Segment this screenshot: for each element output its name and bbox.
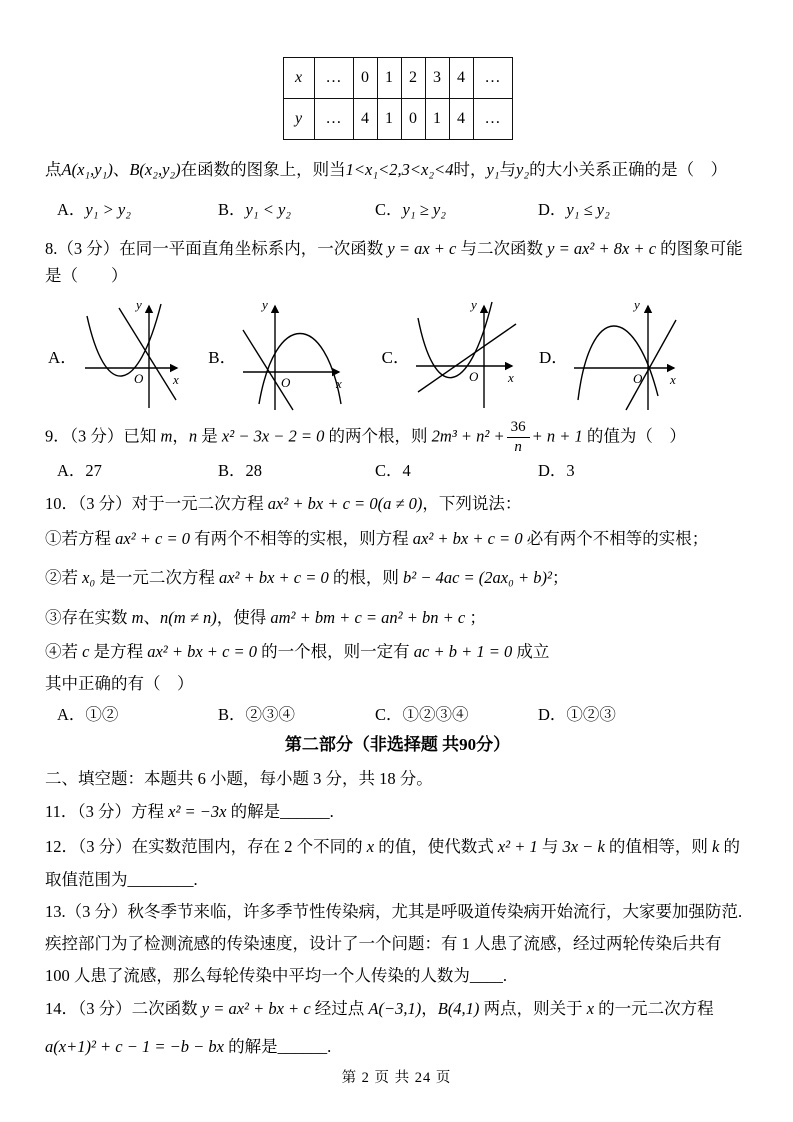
question-7-text: [45, 156, 750, 183]
text-segment: 其中正确的有（ ）: [45, 674, 194, 693]
text-segment: 点: [45, 160, 62, 179]
text-segment: D．: [538, 200, 567, 219]
y-axis-label: y: [470, 297, 477, 312]
text-segment: k: [712, 837, 720, 856]
graph-label-d: D．: [538, 347, 569, 367]
text-segment: c: [82, 642, 90, 661]
text-segment: 11．（3 分）方程: [45, 802, 169, 821]
text-segment: x₀: [82, 568, 96, 587]
text-segment: ；: [551, 568, 569, 587]
xy-values-table: [283, 57, 513, 140]
text-segment: ④若: [45, 642, 83, 661]
question-12: [45, 830, 750, 896]
text-segment: n(m ≠ n): [160, 608, 217, 627]
text-segment: y = ax + c: [387, 239, 457, 258]
text-segment: b² − 4ac = (2ax₀ + b)²: [403, 568, 552, 587]
question-14-line-1: [45, 995, 750, 1022]
option-a: [57, 702, 218, 728]
text-segment: ，使得: [216, 608, 271, 627]
table-cell: 0: [353, 58, 377, 99]
x-axis-label: x: [670, 372, 677, 387]
text-segment: 的根，则: [328, 568, 404, 587]
text-segment: 、: [143, 608, 161, 627]
question-10-item-2: [45, 560, 750, 596]
line-curve: [626, 320, 676, 410]
text-segment: ax² + c = 0: [115, 529, 190, 548]
question-9-options: [45, 458, 750, 484]
text-segment: C．: [375, 200, 403, 219]
origin-label: O: [633, 371, 643, 386]
text-segment: 3x − k: [562, 837, 605, 856]
table-cell: 0: [401, 99, 425, 140]
text-segment: 2m³ + n² +: [431, 426, 505, 446]
text-segment: m: [160, 426, 173, 446]
question-10-item-1: [45, 525, 750, 552]
x-axis-label: x: [507, 370, 514, 385]
text-segment: 的一个根，则一定有: [257, 642, 414, 661]
question-13: [45, 896, 750, 992]
text-segment: a(x+1)² + c − 1 = −b − bx: [45, 1037, 224, 1056]
line-curve: [119, 308, 176, 400]
text-segment: ，下列说法：: [422, 494, 522, 513]
table-cell: y: [283, 99, 314, 140]
text-segment: ③存在实数: [45, 608, 132, 627]
option-c: [375, 702, 538, 728]
text-segment: 、: [112, 160, 130, 179]
origin-label: O: [280, 375, 291, 390]
question-10-closing: [45, 670, 750, 697]
text-segment: 的取值范围为________.: [45, 837, 740, 889]
question-14-line-2: [45, 1033, 750, 1060]
coordinate-sketch-b: [239, 296, 354, 414]
fraction: [507, 419, 530, 456]
text-segment: 的解是______.: [226, 802, 334, 821]
graph-option-d: [539, 296, 688, 414]
text-segment: y = ax² + 8x + c: [547, 239, 657, 258]
table-cell: x: [283, 58, 314, 99]
text-segment: ax² + bx + c = 0(a ≠ 0): [267, 494, 423, 513]
text-segment: 两点，则关于: [479, 999, 587, 1018]
text-segment: 的值，使代数式: [374, 837, 498, 856]
option-d: [538, 702, 616, 728]
option-a: [57, 458, 218, 484]
question-8-stem: [45, 235, 750, 289]
option-b: [218, 702, 375, 728]
text-segment: x² + 1: [497, 837, 538, 856]
line-curve: [243, 330, 293, 410]
fraction-numerator: 36: [510, 419, 526, 435]
text-segment: 在函数的图象上，则当: [180, 160, 346, 179]
option-c: [375, 458, 538, 484]
text-segment: 是方程: [89, 642, 148, 661]
text-segment: 是: [197, 426, 222, 446]
question-7-options: [45, 197, 750, 223]
text-segment: ac + b + 1 = 0: [413, 642, 513, 661]
text-segment: C．①②③④: [375, 705, 469, 724]
page-number-footer: 第 2 页 共 24 页: [341, 1070, 452, 1086]
text-segment: 的值相等，则: [604, 837, 713, 856]
text-segment: x: [366, 837, 375, 856]
question-8-graphs: [45, 295, 750, 415]
text-segment: x: [586, 999, 595, 1018]
question-11: [45, 798, 750, 825]
text-segment: y₂: [516, 160, 530, 179]
text-segment: A(−3,1): [368, 999, 422, 1018]
question-10-item-4: [45, 638, 750, 665]
fraction-denominator: n: [507, 437, 530, 456]
parabola-curve: [578, 326, 658, 400]
text-segment: A(x₁,y₁): [61, 160, 113, 179]
table-cell: 1: [377, 99, 401, 140]
table-cell: …: [473, 99, 512, 140]
text-segment: 10．（3 分）对于一元二次方程: [45, 494, 268, 513]
option-b: [218, 197, 375, 223]
text-segment: 14．（3 分）二次函数: [45, 999, 202, 1018]
x-axis-label: x: [335, 376, 342, 391]
parabola-curve: [259, 334, 341, 405]
text-segment: 13.（3 分）秋冬季节来临，许多季节性传染病，尤其是呼吸道传染病开始流行，大家要加强防范.疾控部门为了检测流感的传染速度，设计了一个问题：有 1 人患了流感，经过两轮传染后共有 100 人患了流感，那么每轮传染中平均一个人传染的人数为____.: [45, 902, 743, 985]
table-row: [283, 58, 512, 99]
table-cell: 1: [425, 99, 449, 140]
text-segment: A．①②: [57, 705, 119, 724]
text-segment: m: [131, 608, 144, 627]
text-segment: D．3: [538, 461, 575, 480]
y-axis-label: y: [261, 297, 268, 312]
text-segment: ，: [172, 426, 189, 446]
fill-in-section-intro: 二、填空题：本题共 6 小题，每小题 3 分，共 18 分。: [45, 769, 433, 788]
text-segment: B(x₂,y₂): [129, 160, 181, 179]
text-segment: 与: [537, 837, 563, 856]
text-segment: ；: [465, 608, 486, 627]
question-10-item-3: [45, 604, 750, 631]
text-segment: y₁ ≥ y₂: [402, 200, 446, 219]
text-segment: 的图象可能是（ ）: [45, 239, 743, 285]
text-segment: am² + bm + c = an² + bn + c: [270, 608, 466, 627]
text-segment: 的解是______.: [223, 1037, 332, 1056]
graph-label-b: B．: [208, 347, 237, 367]
text-segment: A．: [57, 200, 86, 219]
text-segment: B．②③④: [218, 705, 296, 724]
text-segment: ax² + bx + c = 0: [218, 568, 329, 587]
text-segment: x² − 3x − 2 = 0: [221, 426, 325, 446]
table-cell: 2: [401, 58, 425, 99]
table-cell: 1: [377, 58, 401, 99]
table-cell: 3: [425, 58, 449, 99]
coordinate-sketch-c: [412, 296, 527, 414]
text-segment: 成立: [512, 642, 550, 661]
text-segment: B．: [218, 200, 246, 219]
text-segment: A．27: [57, 461, 102, 480]
text-segment: B．28: [218, 461, 263, 480]
text-segment: 经过点: [310, 999, 369, 1018]
table-cell: 4: [449, 58, 473, 99]
text-segment: ax² + bx + c = 0: [147, 642, 258, 661]
text-segment: D．①②③: [538, 705, 616, 724]
text-segment: 8.（3 分）在同一平面直角坐标系内，一次函数: [45, 239, 388, 258]
graph-label-c: C．: [381, 347, 410, 367]
text-segment: 与二次函数: [456, 239, 548, 258]
coordinate-sketch-d: [570, 296, 688, 414]
origin-label: O: [468, 369, 479, 384]
graph-label-a: A．: [48, 347, 78, 367]
text-segment: 是一元二次方程: [95, 568, 219, 587]
text-segment: 有两个不相等的实根，则方程: [190, 529, 413, 548]
y-axis-label: y: [634, 297, 641, 312]
text-segment: x² = −3x: [168, 802, 227, 821]
text-segment: 时，: [453, 160, 487, 179]
question-10-options: [45, 702, 750, 728]
text-segment: n: [188, 426, 198, 446]
text-segment: 的一元二次方程: [594, 999, 714, 1018]
table-row: [283, 99, 512, 140]
table-cell: …: [314, 58, 353, 99]
option-c: [375, 197, 538, 223]
graph-option-a: [48, 296, 194, 414]
table-cell: …: [314, 99, 353, 140]
text-segment: 与: [499, 160, 517, 179]
table-cell: 4: [353, 99, 377, 140]
y-axis-label: y: [136, 297, 143, 312]
text-segment: ，: [421, 999, 438, 1018]
text-segment: 的两个根，则: [324, 426, 432, 446]
question-10-stem: [45, 490, 750, 517]
section-2-header: 第二部分（非选择题 共90分）: [284, 735, 511, 754]
text-segment: y₁ < y₂: [245, 200, 292, 219]
table-cell: 4: [449, 99, 473, 140]
text-segment: B(4,1): [437, 999, 480, 1018]
text-segment: C．4: [375, 461, 411, 480]
table-cell: …: [473, 58, 512, 99]
option-d: [538, 197, 610, 223]
text-segment: 1<x₁<2,3<x₂<4: [345, 160, 454, 179]
text-segment: 必有两个不相等的实根；: [522, 529, 709, 548]
coordinate-sketch-a: [79, 296, 194, 414]
option-b: [218, 458, 375, 484]
x-axis-label: x: [173, 372, 180, 387]
graph-option-b: [208, 296, 353, 414]
origin-label: O: [134, 371, 144, 386]
text-segment: y₁: [486, 160, 500, 179]
text-segment: y₁ ≤ y₂: [566, 200, 610, 219]
text-segment: 的大小关系正确的是（ ）: [529, 160, 728, 179]
text-segment: ax² + bx + c = 0: [412, 529, 523, 548]
graph-option-c: [382, 296, 527, 414]
option-d: [538, 458, 575, 484]
text-segment: 的值为（ ）: [582, 426, 686, 446]
text-segment: ②若: [45, 568, 83, 587]
option-a: [57, 197, 218, 223]
text-segment: y₁ > y₂: [85, 200, 131, 219]
text-segment: 12．（3 分）在实数范围内，存在 2 个不同的: [45, 837, 367, 856]
text-segment: ①若方程: [45, 529, 116, 548]
text-segment: + n + 1: [531, 426, 583, 446]
text-segment: y = ax² + bx + c: [201, 999, 311, 1018]
question-9-stem: [45, 419, 750, 456]
line-curve: [418, 324, 516, 392]
text-segment: 9．（3 分）已知: [45, 426, 161, 446]
